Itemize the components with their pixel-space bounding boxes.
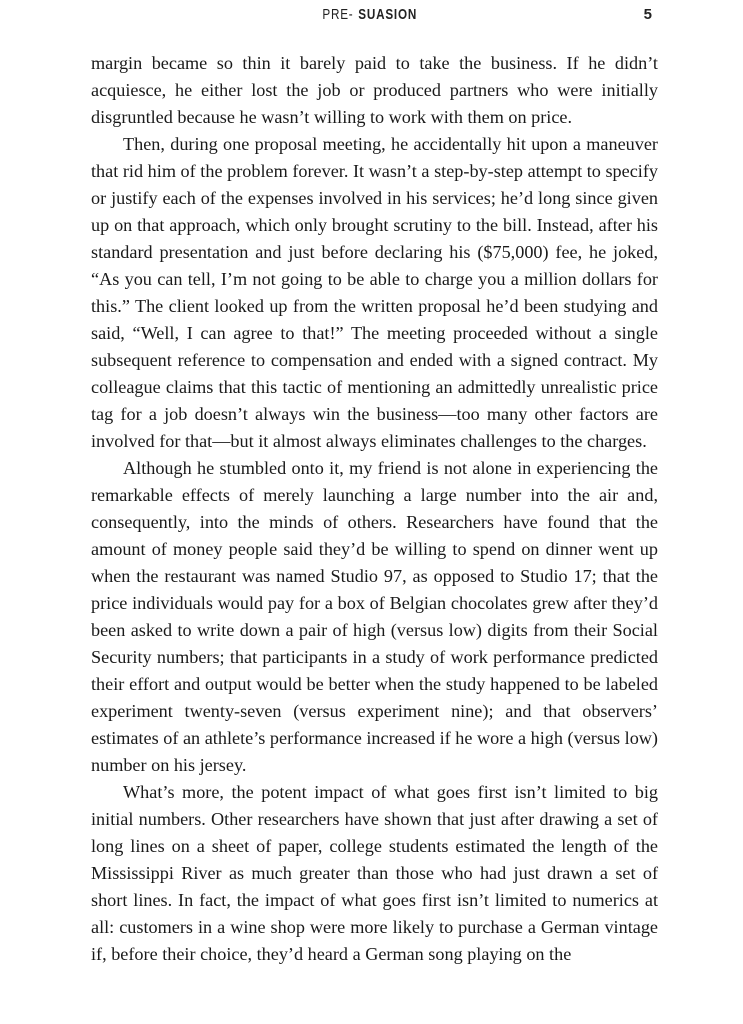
paragraph: What’s more, the potent impact of what goes first isn’t limited to big initial numbers. Other researchers have shown that just after drawing a set of long lines on a sheet of paper, college students estimated the length of the Mississippi River as much greater than those who had just drawn a set of short lines. In fact, the impact of what goes first isn’t limited to numerics at all: customers in a wine shop were more likely to purchase a German vintage if, before their choice, they’d heard a German song playing on the (91, 782, 658, 964)
paragraph: Although he stumbled onto it, my friend is not alone in experiencing the remarkable effects of merely launching a large number into the air and, consequently, into the minds of others. Researchers have found that the amount of money people said they’d be willing to spend on dinner went up when the restaurant was named Studio 97, as opposed to Studio 17; that the price individuals would pay for a box of Belgian chocolates grew after they’d been asked to write down a pair of high (versus low) digits from their Social Security numbers; that participants in a study of work performance predicted their effort and output would be better when the study happened to be labeled experiment twenty-seven (versus experiment nine); and that observers’ estimates of an athlete’s performance increased if he wore a high (versus low) number on his jersey. (91, 458, 658, 775)
running-head (0, 6, 743, 28)
running-title-suasion: SUASION (358, 6, 417, 23)
running-title-pre: PRE- (322, 6, 354, 23)
paragraph: Then, during one proposal meeting, he accidentally hit upon a maneuver that rid him of the problem forever. It wasn’t a step-by-step attempt to specify or justify each of the expenses involved in his services; he’d long since given up on that approach, which only brought scrutiny to the bill. Instead, after his standard presentation and just before declaring his ($75,000) fee, he joked, “As you can tell, I’m not going to be able to charge you a million dollars for this.” The client looked up from the written proposal he’d been studying and said, “Well, I can agree to that!” The meeting proceeded without a single subsequent reference to compensation and ended with a signed contract. My colleague claims that this tactic of mentioning an admittedly unrealistic price tag for a job doesn’t always win the business—too many other factors are involved for that—but it almost always eliminates challenges to the charges. (91, 134, 658, 451)
page-number: 5 (643, 6, 653, 23)
body-text (91, 50, 658, 968)
paragraph-continuation: margin became so thin it barely paid to take the business. If he didn’t acquiesce, he either lost the job or produced partners who were initially disgruntled because he wasn’t willing to work with them on price. (91, 53, 658, 127)
running-title (0, 6, 743, 23)
